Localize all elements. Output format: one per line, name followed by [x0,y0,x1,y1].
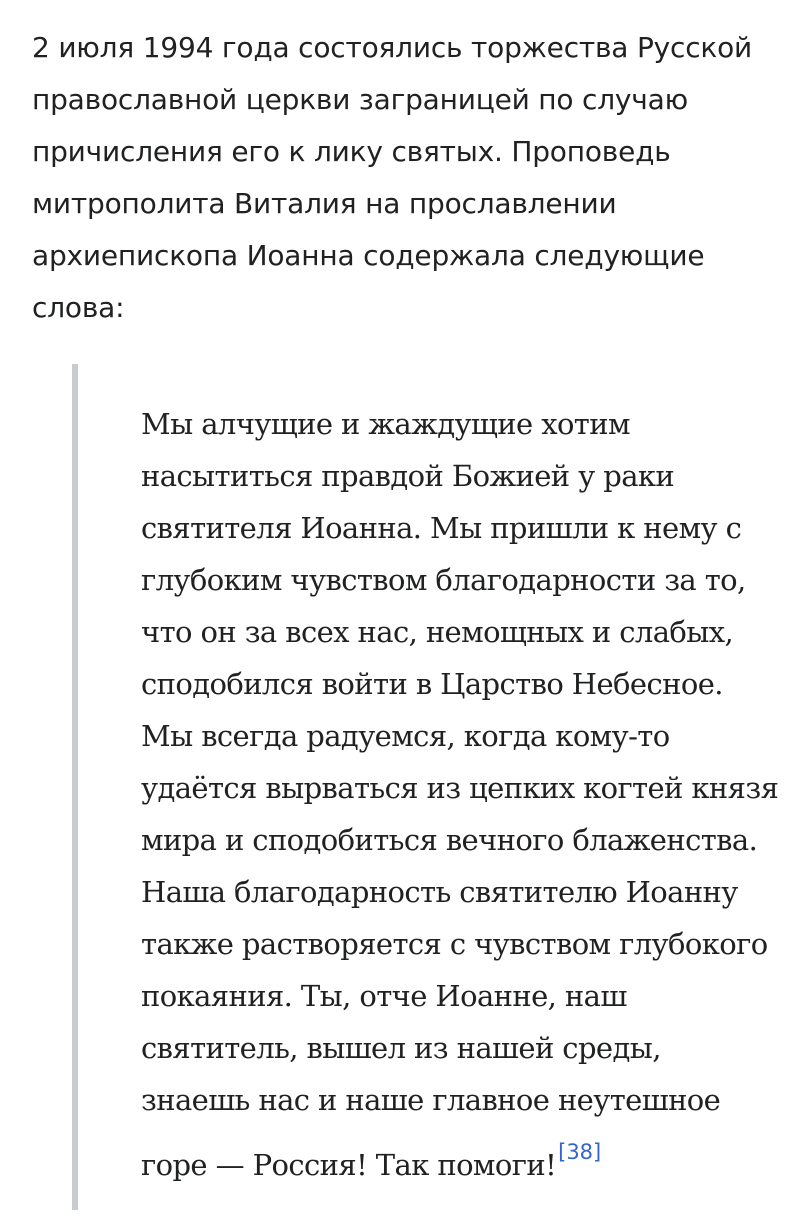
quote-line-text: горе — Россия! Так помоги! [141,1148,557,1182]
sermon-quote [72,364,800,1210]
quote-line: удаётся вырваться из цепких когтей князя [141,771,779,805]
quote-line: знаешь нас и наше главное неутешное [141,1083,721,1117]
quote-line: мира и сподобиться вечного блаженства. [141,823,758,857]
quote-line: также растворяется с чувством глубокого [141,927,768,961]
article-body [32,22,779,1182]
intro-line: архиепископа Иоанна содержала следующие [32,239,705,272]
intro-line: митрополита Виталия на прославлении [32,187,617,220]
intro-paragraph [32,22,772,334]
quote-line: глубоким чувством благодарности за то, [141,563,746,597]
intro-line: причисления его к лику святых. Проповедь [32,135,671,168]
quote-line: святителя Иоанна. Мы пришли к нему с [141,511,742,545]
intro-line: 2 июля 1994 года состоялись торжества Русской [32,31,753,64]
intro-line: православной церкви заграницей по случаю [32,83,688,116]
quote-line: насытиться правдой Божией у раки [141,459,675,493]
quote-line: святитель, вышел из нашей среды, [141,1031,661,1065]
quote-line: покаяния. Ты, отче Иоанне, наш [141,979,627,1013]
quote-line: Наша благодарность святителю Иоанну [141,875,738,909]
quote-line: Мы алчущие и жаждущие хотим [141,407,630,441]
quote-line: что он за всех нас, немощных и слабых, [141,615,734,649]
intro-line: слова: [32,291,125,324]
quote-text [141,398,778,1191]
quote-line: сподобился войти в Царство Небесное. [141,667,723,701]
quote-line-last [141,1126,778,1191]
quote-line: Мы всегда радуемся, когда кому-то [141,719,670,753]
reference-link[interactable]: [38] [558,1140,602,1164]
